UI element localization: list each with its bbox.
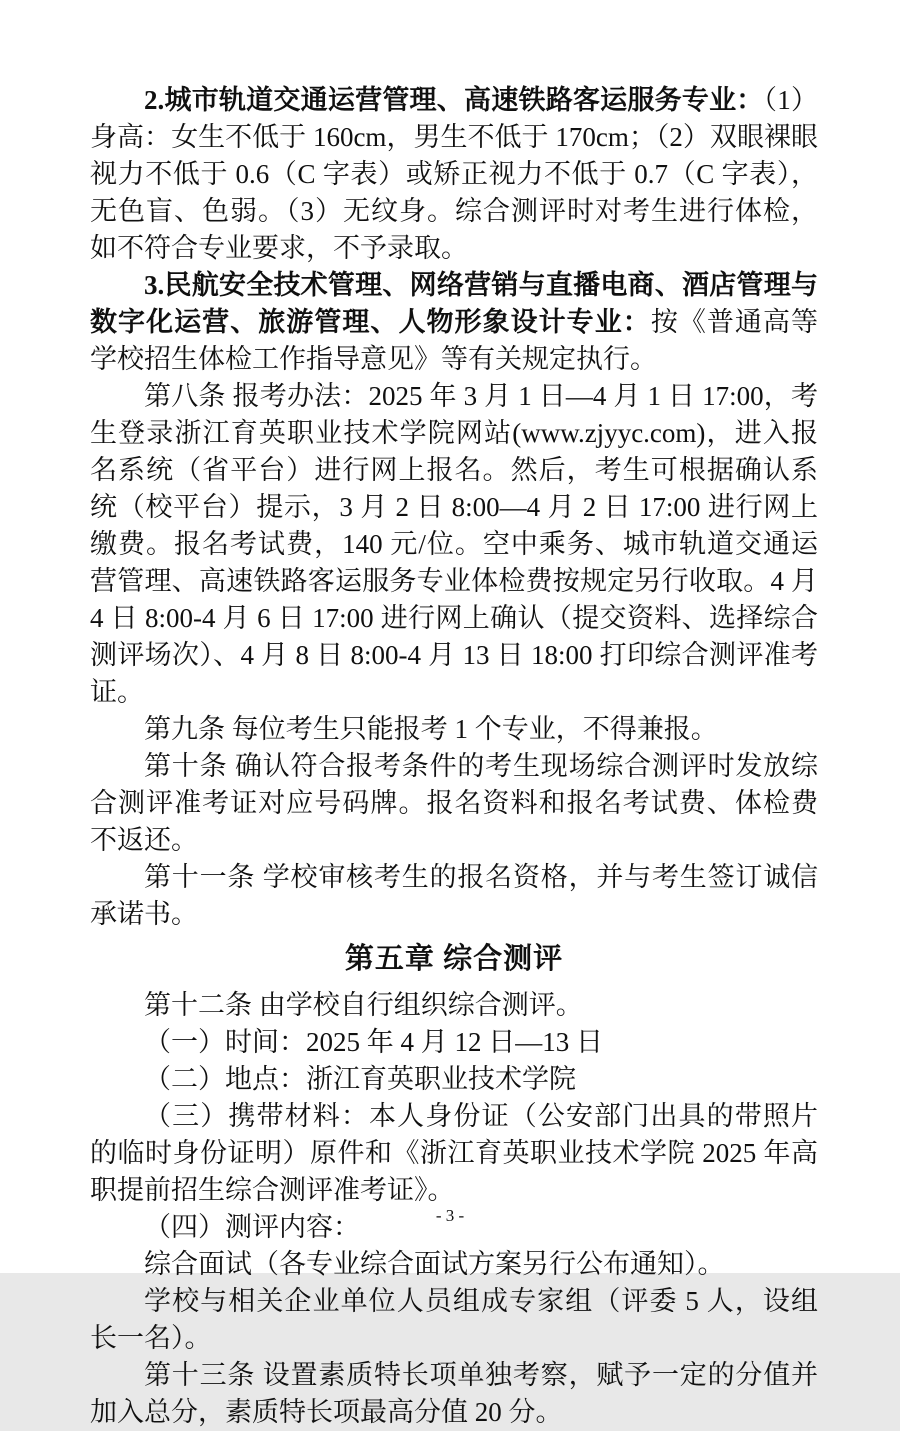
text-segment: （1）身高：女生不低于 160cm，男生不低于 170cm；（2）双眼裸眼视力不低于 0.6（C 字表）或矫正视力不低于 0.7（C 字表），无色盲、色弱。（3）无纹身。综合测评时对考生进行体检，如不符合专业要求，不予录取。 — [90, 85, 819, 263]
paragraph — [90, 1357, 818, 1431]
bold-text-segment: 3.民航安全技术管理、网络营销与直播电商、酒店管理与数字化运营、旅游管理、人物形象设计专业： — [90, 270, 818, 337]
text-segment: 第十条 确认符合报考条件的考生现场综合测评时发放综合测评准考证对应号码牌。报名资料和报名考试费、体检费不返还。 — [90, 751, 818, 855]
text-segment: 综合面试（各专业综合面试方案另行公布通知）。 — [144, 1249, 725, 1279]
text-segment: 第十二条 由学校自行组织综合测评。 — [144, 990, 583, 1020]
paragraph — [90, 378, 818, 711]
text-segment: 第九条 每位考生只能报考 1 个专业，不得兼报。 — [144, 714, 718, 744]
page-number: - 3 - — [435, 1206, 465, 1225]
text-segment: 学校与相关企业单位人员组成专家组（评委 5 人，设组长一名）。 — [90, 1286, 818, 1353]
paragraph — [90, 1246, 818, 1283]
paragraph — [90, 267, 818, 378]
text-segment: 按《普通高等学校招生体检工作指导意见》等有关规定执行。 — [90, 307, 819, 374]
paragraph — [90, 1098, 818, 1209]
page-footer — [0, 1204, 900, 1228]
paragraph — [90, 987, 818, 1024]
text-segment: 第十三条 设置素质特长项单独考察，赋予一定的分值并加入总分，素质特长项最高分值 20 分。 — [90, 1360, 818, 1427]
paragraph — [90, 1024, 818, 1061]
text-segment: 第十一条 学校审核考生的报名资格，并与考生签订诚信承诺书。 — [90, 862, 818, 929]
document-body — [90, 82, 818, 1431]
paragraph — [90, 1283, 818, 1357]
text-segment: 第八条 报考办法：2025 年 3 月 1 日—4 月 1 日 17:00，考生登录浙江育英职业技术学院网站(www.zjyyc.com)，进入报名系统（省平台）进行网上报名。然后，考生可根据确认系统（校平台）提示，3 月 2 日 8:00—4 月 2 日 17:00 进行网上缴费。报名考试费，140 元/位。空中乘务、城市轨道交通运营管理、高速铁路客运服务专业体检费按规定另行收取。4 月 4 日 8:00-4 月 6 日 17:00 进行网上确认（提交资料、选择综合测评场次）、4 月 8 日 8:00-4 月 13 日 18:00 打印综合测评准考证。 — [90, 381, 818, 707]
bold-text-segment: 第五章 综合测评 — [344, 943, 564, 975]
text-segment: （一）时间：2025 年 4 月 12 日—13 日 — [144, 1027, 603, 1057]
paragraph — [90, 1061, 818, 1098]
text-segment: （二）地点：浙江育英职业技术学院 — [144, 1064, 576, 1094]
paragraph — [90, 859, 818, 933]
chapter-heading — [90, 938, 818, 980]
paragraph — [90, 748, 818, 859]
paragraph — [90, 82, 818, 267]
bold-text-segment: 2.城市轨道交通运营管理、高速铁路客运服务专业： — [144, 85, 764, 115]
paragraph — [90, 711, 818, 748]
text-segment: （三）携带材料：本人身份证（公安部门出具的带照片的临时身份证明）原件和《浙江育英职业技术学院 2025 年高职提前招生综合测评准考证》。 — [90, 1101, 818, 1205]
text-segment: （四）测评内容： — [144, 1212, 360, 1242]
